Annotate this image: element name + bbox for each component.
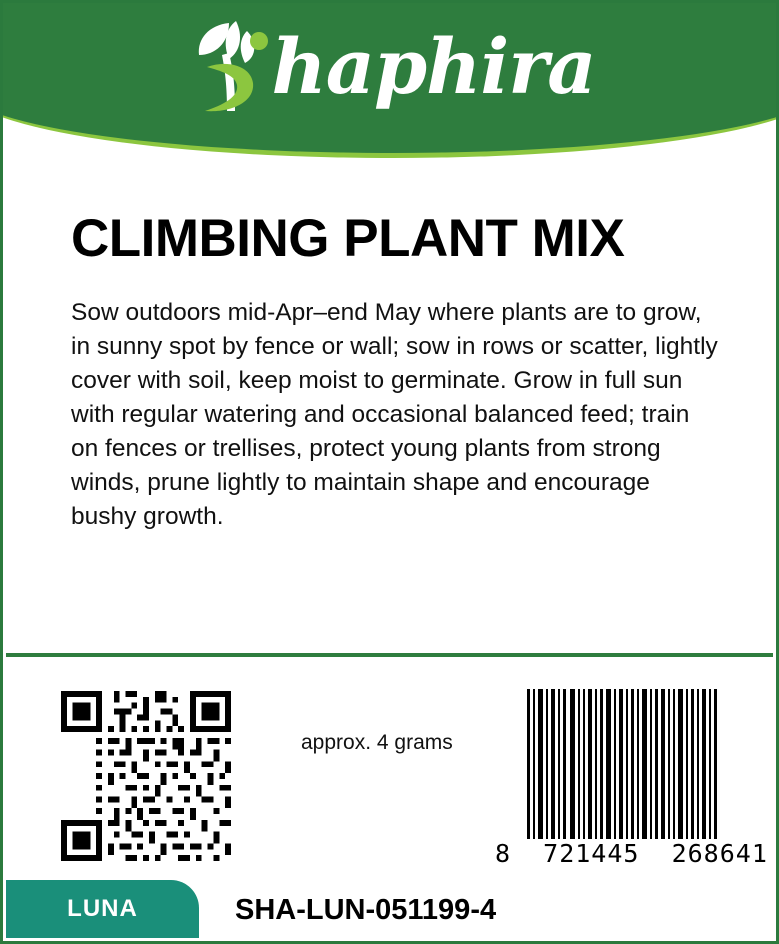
section-divider [6,653,773,657]
brand-name: haphira [271,22,596,111]
brand-header [0,0,779,158]
product-description: Sow outdoors mid-Apr–end May where plants are to grow, in sunny spot by fence or wall; sow in rows or scatter, lightly cover with soil, keep moist to germinate. Grow in full sun with regular watering and occasional balanced feed; train on fences or trellises, protect young plants from strong winds, prune lightly to maintain shape and encourage bushy growth. [71,299,718,530]
barcode-number: 8 721445 268641 [495,839,768,868]
page-title: CLIMBING PLANT MIX [71,209,625,268]
sku-code: SHA-LUN-051199-4 [235,894,497,926]
barcode-icon [525,689,719,839]
brand-lockup [0,19,779,115]
leaf-sprout-icon [189,19,275,115]
net-weight-text: approx. 4 grams [301,731,453,754]
variety-badge [6,880,199,938]
variety-label: LUNA [67,895,138,922]
qr-code-icon [61,691,231,861]
